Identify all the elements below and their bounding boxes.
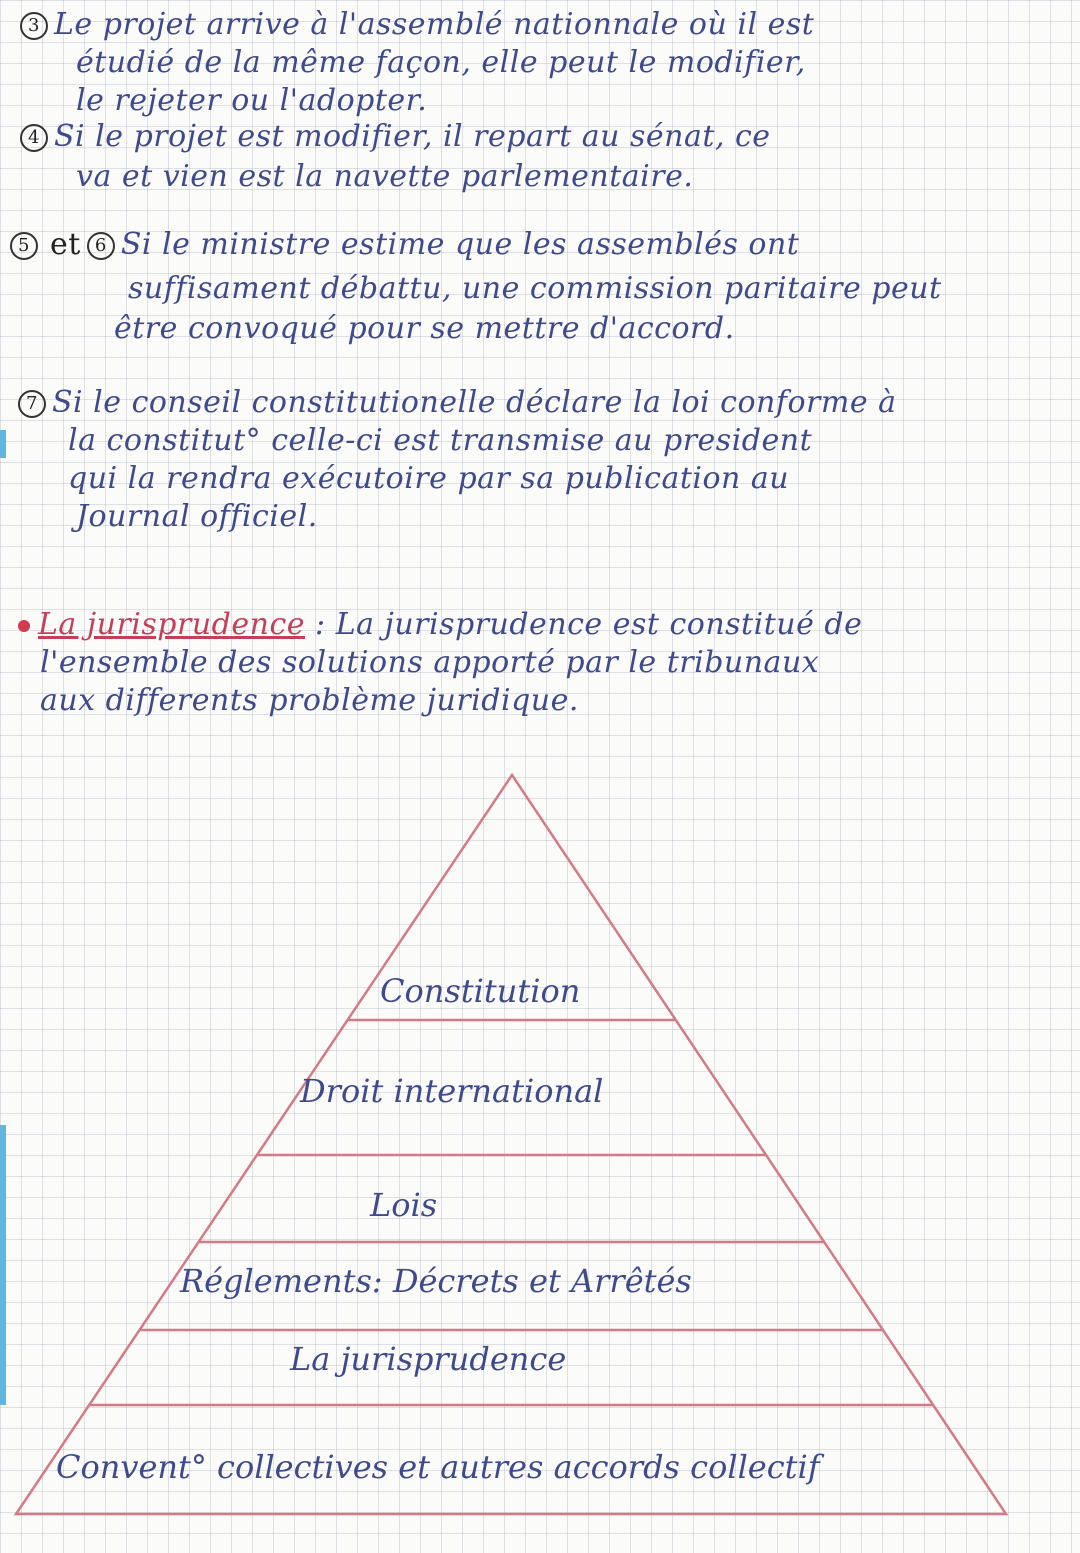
step7-line-2: la constitut° celle-ci est transmise au president	[68, 423, 813, 458]
pyramid-level-2: Droit international	[300, 1072, 604, 1110]
step-number-4: 4	[20, 124, 48, 152]
pyramid-outline	[16, 775, 1006, 1514]
pyramid-level-5: La jurisprudence	[290, 1340, 567, 1378]
step4-line-2: va et vien est la navette parlementaire.	[76, 159, 694, 194]
step3-line-1: 3 Le projet arrive à l'assemblé nationnale où il est	[20, 8, 814, 42]
step56-line-1: 5 et 6 Si le ministre estime que les assemblés ont	[10, 228, 799, 262]
jurisprudence-line-2: l'ensemble des solutions apporté par le tribunaux	[40, 645, 820, 680]
jurisprudence-title: La jurisprudence	[38, 607, 305, 642]
step-connector: et	[50, 227, 81, 262]
step7-line-1: 7 Si le conseil constitutionelle déclare la loi conforme à	[18, 386, 897, 420]
step3-line-3: le rejeter ou l'adopter.	[76, 83, 428, 118]
step7-line-4: Journal officiel.	[76, 499, 318, 534]
step-number-5: 5	[10, 232, 38, 260]
pyramid-level-6: Convent° collectives et autres accords collectif	[56, 1448, 820, 1486]
step3-line-2: étudié de la même façon, elle peut le modifier,	[76, 45, 806, 80]
step-number-7: 7	[18, 390, 46, 418]
pyramid-level-3: Lois	[370, 1186, 438, 1224]
step7-line-3: qui la rendra exécutoire par sa publication au	[68, 461, 790, 496]
pyramid-level-4: Réglements: Décrets et Arrêtés	[180, 1262, 692, 1300]
step4-line-1: 4 Si le projet est modifier, il repart au sénat, ce	[20, 120, 771, 154]
step-number-3: 3	[20, 12, 48, 40]
pyramid-level-1: Constitution	[380, 972, 581, 1010]
step-number-6: 6	[87, 232, 115, 260]
jurisprudence-line-3: aux differents problème juridique.	[40, 683, 579, 718]
pyramid-shapes	[16, 775, 1006, 1514]
step56-line-2: suffisament débattu, une commission paritaire peut	[128, 271, 942, 306]
jurisprudence-line-1: La jurisprudence : La jurisprudence est constitué de	[18, 608, 862, 642]
step56-line-3: être convoqué pour se mettre d'accord.	[114, 311, 735, 346]
